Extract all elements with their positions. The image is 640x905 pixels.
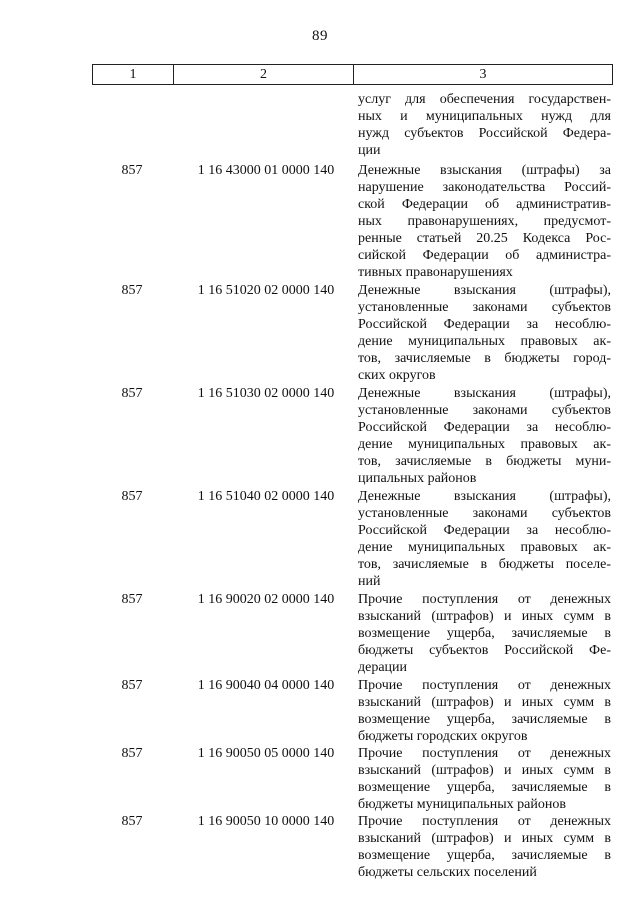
description-line: бюджеты сельских поселений xyxy=(358,865,537,880)
revenue-code-cell: 1 16 90050 10 0000 140 xyxy=(197,814,335,829)
header-col-2: 2 xyxy=(173,65,353,84)
description-line: взысканий (штрафов) и иных сумм в xyxy=(358,695,611,710)
admin-code-cell: 857 xyxy=(121,592,143,607)
admin-code-cell: 857 xyxy=(121,386,143,401)
description-line: дение муниципальных правовых ак- xyxy=(358,540,611,555)
description-line: Денежные взыскания (штрафы), xyxy=(358,283,611,298)
description-line: Денежные взыскания (штрафы) за xyxy=(358,163,611,178)
description-line: ции xyxy=(358,143,381,158)
description-line: ской Федерации об административ- xyxy=(358,197,611,212)
description-line: Российской Федерации за несоблю- xyxy=(358,420,611,435)
table-row xyxy=(92,677,613,745)
description-line: возмещение ущерба, зачисляемые в xyxy=(358,712,611,727)
description-line: тивных правонарушениях xyxy=(358,265,513,280)
description-line: тов, зачисляемые в бюджеты поселе- xyxy=(358,557,611,572)
table-row xyxy=(92,488,613,590)
description-line: взысканий (штрафов) и иных сумм в xyxy=(358,763,611,778)
admin-code-cell: 857 xyxy=(121,678,143,693)
description-line: Денежные взыскания (штрафы), xyxy=(358,386,611,401)
description-line: бюджеты субъектов Российской Фе- xyxy=(358,643,611,658)
description-line: нарушение законодательства Россий- xyxy=(358,180,611,195)
revenue-code-cell: 1 16 43000 01 0000 140 xyxy=(197,163,335,178)
description-line: Прочие поступления от денежных xyxy=(358,814,611,829)
description-line: ципальных районов xyxy=(358,471,477,486)
description-line: Прочие поступления от денежных xyxy=(358,678,611,693)
description-line: бюджеты муниципальных районов xyxy=(358,797,566,812)
description-cell xyxy=(352,745,611,813)
description-line: ренные статьей 20.25 Кодекса Рос- xyxy=(358,231,611,246)
description-cell xyxy=(352,385,611,487)
description-line: Денежные взыскания (штрафы), xyxy=(358,489,611,504)
description-line: Прочие поступления от денежных xyxy=(358,746,611,761)
description-line: дение муниципальных правовых ак- xyxy=(358,437,611,452)
description-line: Российской Федерации за несоблю- xyxy=(358,317,611,332)
description-line: Прочие поступления от денежных xyxy=(358,592,611,607)
description-line: взысканий (штрафов) и иных сумм в xyxy=(358,609,611,624)
revenue-code-cell xyxy=(172,91,352,159)
description-line: возмещение ущерба, зачисляемые в xyxy=(358,626,611,641)
description-line: ских округов xyxy=(358,368,436,383)
revenue-code-cell: 1 16 51020 02 0000 140 xyxy=(197,283,335,298)
admin-code-cell: 857 xyxy=(121,489,143,504)
revenue-code-cell: 1 16 90040 04 0000 140 xyxy=(197,678,335,693)
description-cell xyxy=(352,488,611,590)
description-line: нужд субъектов Российской Федера- xyxy=(358,126,611,141)
revenue-code-cell: 1 16 90020 02 0000 140 xyxy=(197,592,335,607)
description-line: Российской Федерации за несоблю- xyxy=(358,523,611,538)
table-row xyxy=(92,591,613,676)
description-line: тов, зачисляемые в бюджеты город- xyxy=(358,351,611,366)
description-line: ных и муниципальных нужд для xyxy=(358,109,611,124)
description-line: возмещение ущерба, зачисляемые в xyxy=(358,780,611,795)
description-line: услуг для обеспечения государствен- xyxy=(358,92,611,107)
revenue-code-cell: 1 16 90050 05 0000 140 xyxy=(197,746,335,761)
table-row xyxy=(92,162,613,281)
table-row xyxy=(92,282,613,384)
description-line: установленные законами субъектов xyxy=(358,403,611,418)
description-cell xyxy=(352,91,611,159)
header-col-3: 3 xyxy=(353,65,612,84)
table-row xyxy=(92,745,613,813)
page-number: 89 xyxy=(312,28,328,44)
description-line: ний xyxy=(358,574,381,589)
description-line: сийской Федерации об администра- xyxy=(358,248,611,263)
description-cell xyxy=(352,591,611,676)
revenue-code-cell: 1 16 51030 02 0000 140 xyxy=(197,386,335,401)
admin-code-cell xyxy=(92,91,172,159)
description-line: возмещение ущерба, зачисляемые в xyxy=(358,848,611,863)
description-line: бюджеты городских округов xyxy=(358,729,528,744)
description-line: взысканий (штрафов) и иных сумм в xyxy=(358,831,611,846)
description-line: тов, зачисляемые в бюджеты муни- xyxy=(358,454,611,469)
table-header-row xyxy=(92,64,613,85)
description-cell xyxy=(352,162,611,281)
description-line: ных правонарушениях, предусмот- xyxy=(358,214,611,229)
table-row xyxy=(92,385,613,487)
description-line: установленные законами субъектов xyxy=(358,506,611,521)
table-row xyxy=(92,813,613,881)
revenue-code-cell: 1 16 51040 02 0000 140 xyxy=(197,489,335,504)
admin-code-cell: 857 xyxy=(121,283,143,298)
description-line: дение муниципальных правовых ак- xyxy=(358,334,611,349)
revenue-codes-table xyxy=(92,64,613,880)
description-cell xyxy=(352,282,611,384)
description-line: дерации xyxy=(358,660,408,675)
table-row xyxy=(92,91,613,159)
header-col-1: 1 xyxy=(129,67,137,82)
admin-code-cell: 857 xyxy=(121,814,143,829)
description-cell xyxy=(352,813,611,881)
description-cell xyxy=(352,677,611,745)
admin-code-cell: 857 xyxy=(121,746,143,761)
description-line: установленные законами субъектов xyxy=(358,300,611,315)
admin-code-cell: 857 xyxy=(121,163,143,178)
